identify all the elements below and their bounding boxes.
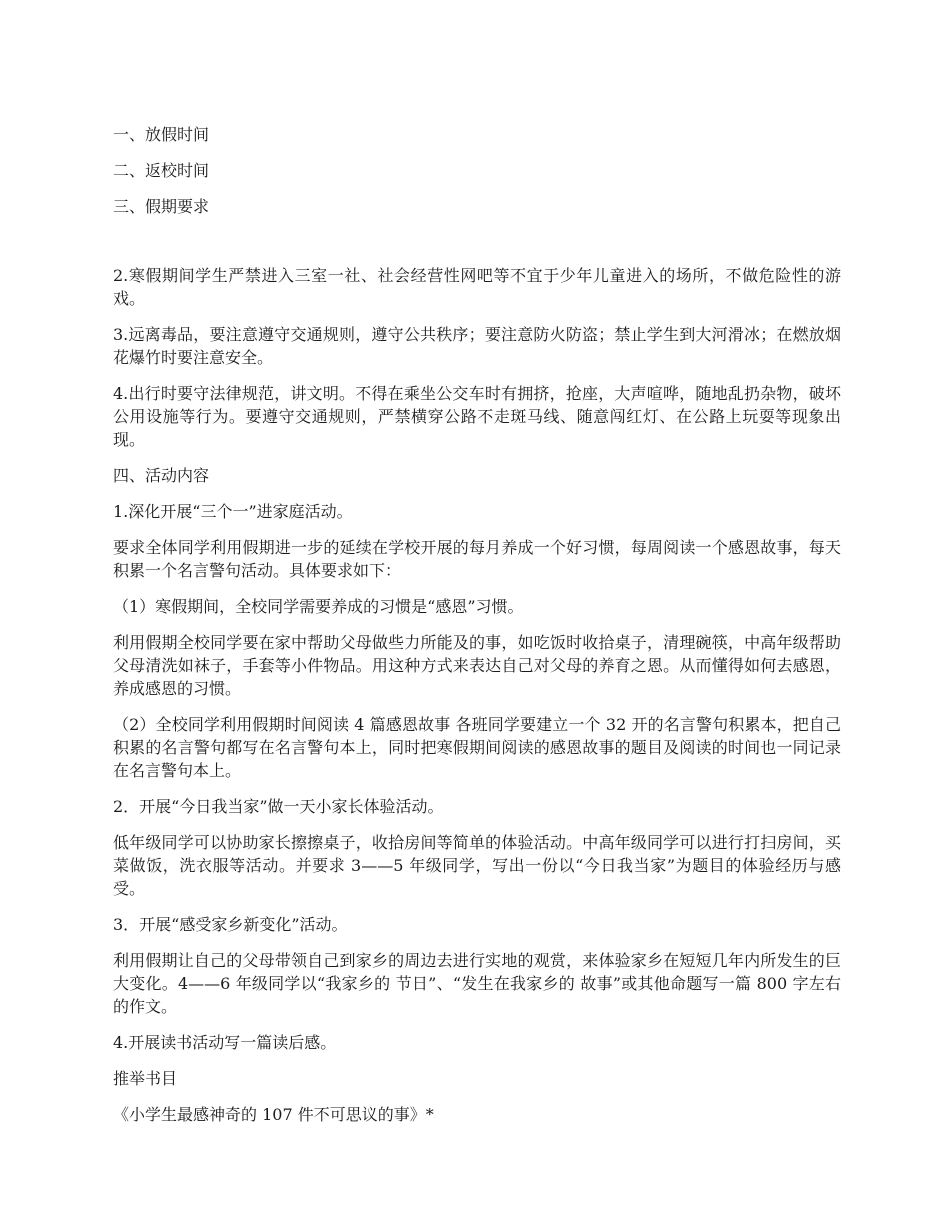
heading-return-time: 二、返校时间 (113, 161, 210, 180)
activity-3-title: 3．开展“感受家乡新变化”活动。 (113, 915, 348, 934)
document-body (113, 123, 841, 1139)
recommended-book-1: 《小学生最感神奇的 107 件不可思议的事》* (113, 1105, 434, 1124)
heading-vacation-time: 一、放假时间 (113, 125, 210, 144)
activity-4-title: 4.开展读书活动写一篇读后感。 (113, 1033, 337, 1052)
activity-1-description: 要求全体同学利用假期进一步的延续在学校开展的每月养成一个好习惯，每周阅读一个感恩故事，每天积累一个名言警句活动。具体要求如下： (113, 538, 841, 580)
activity-2-description: 低年级同学可以协助家长擦擦桌子，收拾房间等简单的体验活动。中高年级同学可以进行打扫房间，买菜做饭，洗衣服等活动。并要求 3——5 年级同学，写出一份以“今日我当家”为题目的体验经历与感受。 (113, 833, 841, 898)
activity-1-item-1: （1）寒假期间，全校同学需要养成的习惯是“感恩”习惯。 (113, 597, 524, 616)
requirement-4: 4.出行时要守法律规范，讲文明。不得在乘坐公交车时有拥挤，抢座，大声喧哗，随地乱扔杂物，破坏公用设施等行为。要遵守交通规则，严禁横穿公路不走斑马线、随意闯红灯、在公路上玩耍等现象出现。 (113, 384, 841, 449)
requirement-3: 3.远离毒品，要注意遵守交通规则，遵守公共秩序；要注意防火防盗；禁止学生到大河滑冰；在燃放烟花爆竹时要注意安全。 (113, 325, 841, 367)
activity-1-item-2: （2）全校同学利用假期时间阅读 4 篇感恩故事 各班同学要建立一个 32 开的名言警句积累本，把自己积累的名言警句都写在名言警句本上，同时把寒假期间阅读的感恩故事的题目及阅读的时间也一同记录在名言警句本上。 (113, 715, 841, 780)
activity-1-item-1-detail: 利用假期全校同学要在家中帮助父母做些力所能及的事，如吃饭时收拾桌子，清理碗筷，中高年级帮助父母清洗如袜子，手套等小件物品。用这种方式来表达自己对父母的养育之恩。从而懂得如何去感恩，养成感恩的习惯。 (113, 633, 841, 698)
heading-activity-content: 四、活动内容 (113, 466, 210, 485)
section-gap (113, 231, 841, 264)
activity-2-title: 2．开展“今日我当家”做一天小家长体验活动。 (113, 797, 444, 816)
requirement-2: 2.寒假期间学生严禁进入三室一社、社会经营性网吧等不宜于少年儿童进入的场所，不做危险性的游戏。 (113, 266, 841, 308)
activity-1-title: 1.深化开展“三个一”进家庭活动。 (113, 502, 353, 521)
activity-3-description: 利用假期让自己的父母带领自己到家乡的周边去进行实地的观赏，来体验家乡在短短几年内所发生的巨大变化。4——6 年级同学以“我家乡的 节日”、“发生在我家乡的 故事”或其他命题写一篇 800 字左右的作文。 (113, 951, 841, 1016)
recommended-books-heading: 推举书目 (113, 1069, 178, 1088)
heading-vacation-requirements: 三、假期要求 (113, 197, 210, 216)
